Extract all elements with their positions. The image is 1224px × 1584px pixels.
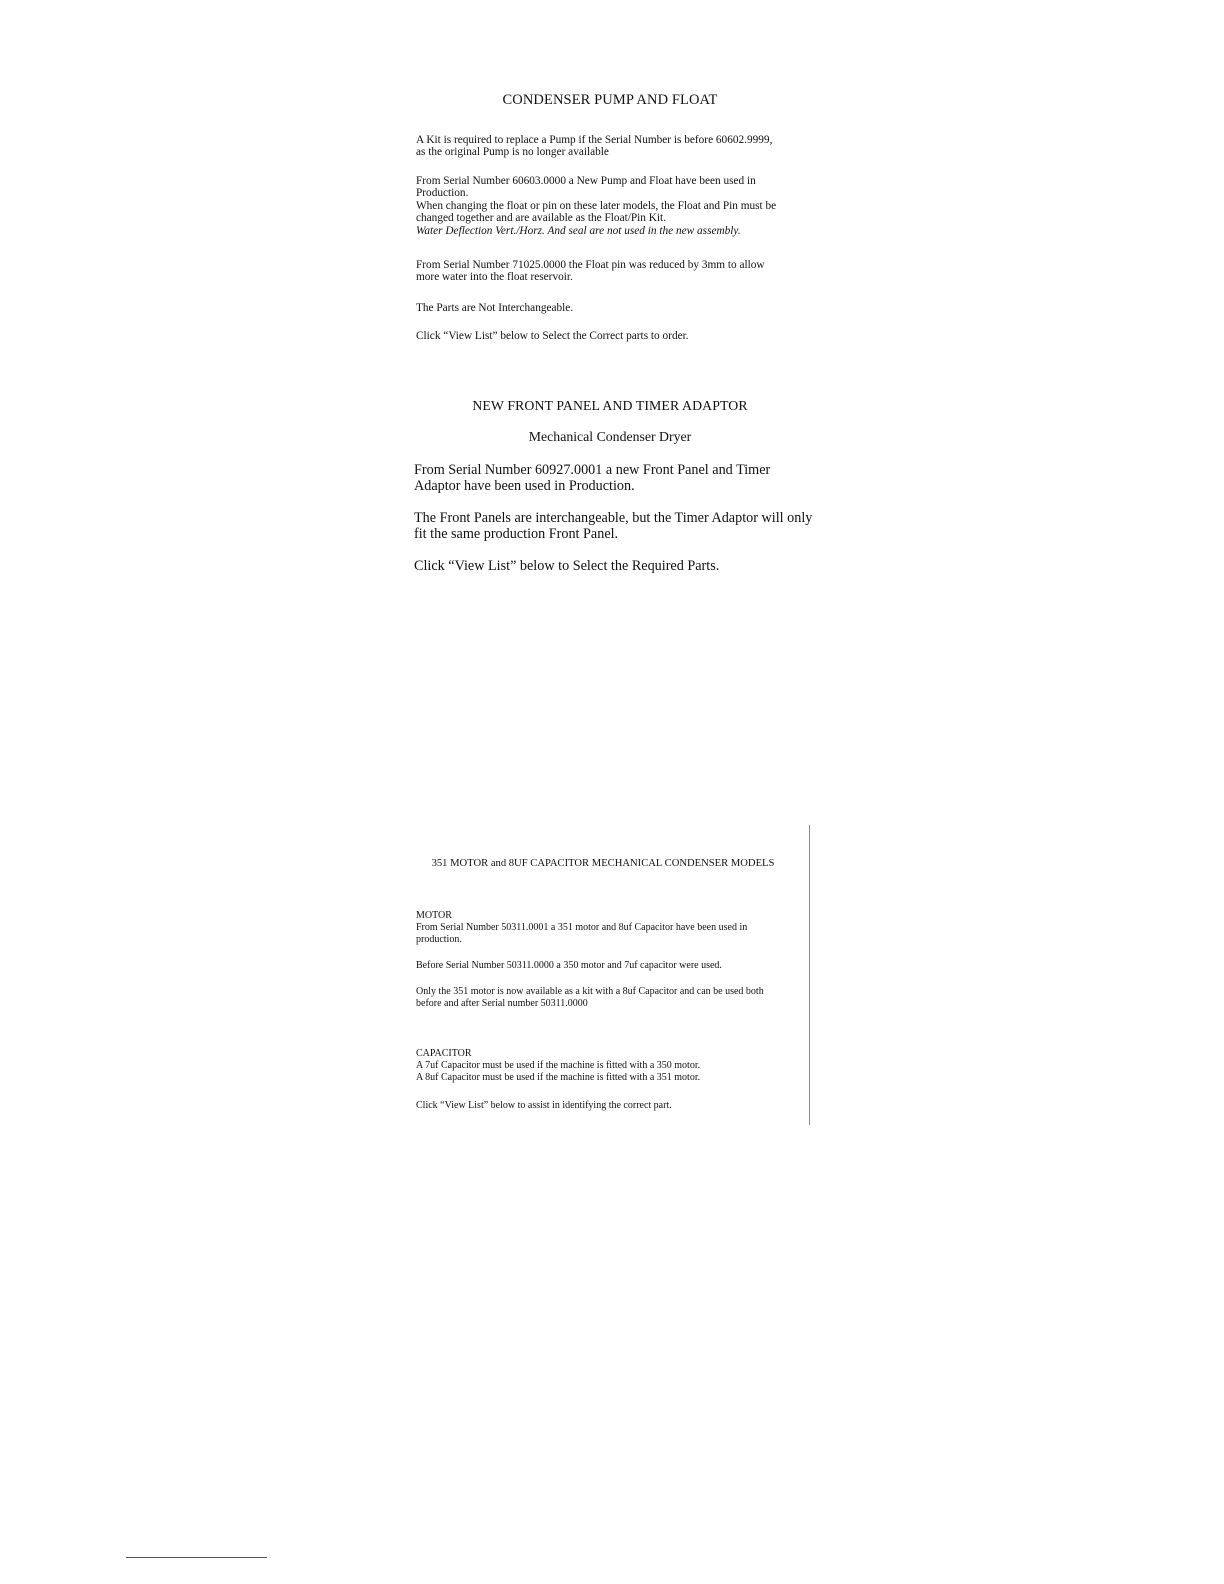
text-line: From Serial Number 60927.0001 a new Front Panel and Timer bbox=[414, 462, 771, 478]
section-subtitle: Mechanical Condenser Dryer bbox=[528, 429, 692, 444]
text-line: From Serial Number 60603.0000 a New Pump and Float have been used in bbox=[416, 175, 756, 187]
section-title: NEW FRONT PANEL AND TIMER ADAPTOR bbox=[472, 398, 748, 413]
paragraph-view-list-instruction: Click “View List” below to assist in identifying the correct part. bbox=[416, 1100, 672, 1111]
text-line: Production. bbox=[416, 187, 469, 200]
paragraph-interchangeable bbox=[414, 510, 814, 543]
text-line: Adaptor have been used in Production. bbox=[414, 478, 635, 495]
text-line: A 8uf Capacitor must be used if the machine is fitted with a 351 motor. bbox=[416, 1072, 701, 1084]
paragraph-motor-kit bbox=[416, 986, 811, 1010]
paragraph-view-list-instruction: Click “View List” below to Select the Correct parts to order. bbox=[416, 330, 689, 342]
text-line: before and after Serial number 50311.0000 bbox=[416, 998, 588, 1010]
text-line: more water into the float reservoir. bbox=[416, 271, 573, 284]
section-title: 351 MOTOR and 8UF CAPACITOR MECHANICAL CONDENSER MODELS bbox=[431, 858, 775, 869]
bottom-divider-line bbox=[126, 1557, 267, 1558]
text-line: A Kit is required to replace a Pump if the Serial Number is before 60602.9999, bbox=[416, 134, 773, 146]
paragraph-not-interchangeable: The Parts are Not Interchangeable. bbox=[416, 302, 574, 314]
subheading-capacitor: CAPACITOR bbox=[416, 1048, 472, 1059]
text-line: From Serial Number 50311.0001 a 351 motor and 8uf Capacitor have been used in bbox=[416, 922, 748, 934]
text-line: changed together and are available as the Float/Pin Kit. bbox=[416, 212, 667, 225]
paragraph-view-list-instruction: Click “View List” below to Select the Required Parts. bbox=[414, 558, 720, 574]
paragraph-kit-required bbox=[416, 134, 811, 159]
subheading-motor: MOTOR bbox=[416, 910, 452, 921]
section-title: CONDENSER PUMP AND FLOAT bbox=[502, 92, 718, 108]
text-line: The Front Panels are interchangeable, but the Timer Adaptor will only bbox=[414, 510, 813, 526]
paragraph-new-pump bbox=[416, 175, 811, 237]
text-line: Only the 351 motor is now available as a kit with a 8uf Capacitor and can be used both bbox=[416, 986, 764, 997]
italic-note: Water Deflection Vert./Horz. And seal are not used in the new assembly. bbox=[416, 224, 741, 237]
paragraph-before-serial: Before Serial Number 50311.0000 a 350 motor and 7uf capacitor were used. bbox=[416, 960, 722, 971]
text-line: fit the same production Front Panel. bbox=[414, 526, 619, 543]
text-line: production. bbox=[416, 934, 462, 946]
paragraph-capacitor bbox=[416, 1048, 811, 1085]
paragraph-motor bbox=[416, 910, 811, 947]
text-line: When changing the float or pin on these later models, the Float and Pin must be bbox=[416, 199, 777, 212]
text-line: From Serial Number 71025.0000 the Float pin was reduced by 3mm to allow bbox=[416, 259, 765, 271]
text-line: A 7uf Capacitor must be used if the machine is fitted with a 350 motor. bbox=[416, 1060, 701, 1072]
paragraph-new-front-panel bbox=[414, 462, 814, 495]
paragraph-float-pin bbox=[416, 259, 811, 284]
text-line: as the original Pump is no longer available bbox=[416, 146, 609, 159]
